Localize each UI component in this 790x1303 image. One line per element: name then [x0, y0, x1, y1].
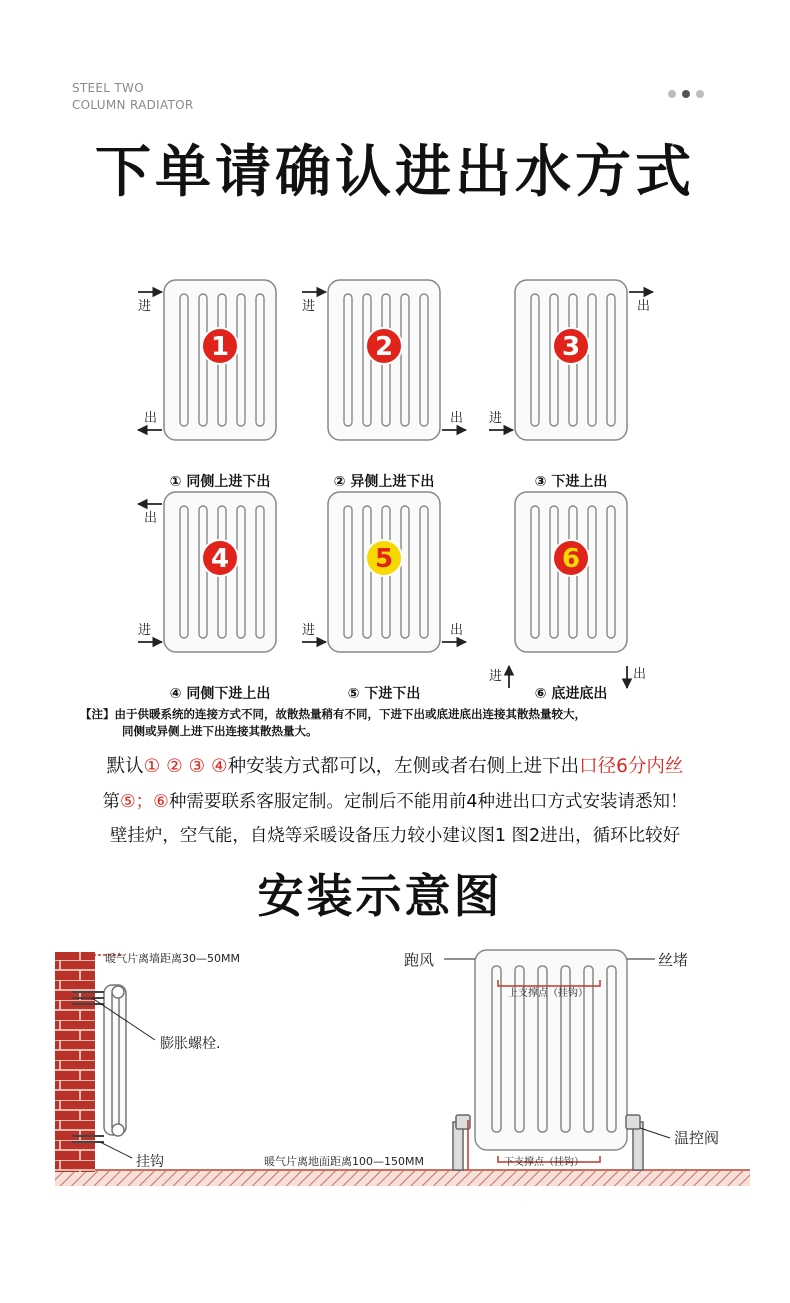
- connection-note: [80, 706, 586, 740]
- hook-label: 挂钩: [136, 1154, 164, 1170]
- brand-line-2: COLUMN RADIATOR: [72, 98, 194, 112]
- radiator-option-3: [489, 280, 653, 490]
- inlet-label: 进: [138, 623, 152, 638]
- inlet-label: 进: [138, 299, 152, 314]
- option-caption: ⑥ 底进底出: [534, 686, 608, 700]
- radiator-option-4: [138, 492, 276, 700]
- floor-distance-label: 暖气片离地面距离100—150MM: [264, 1155, 424, 1168]
- info-line-1-text-a: 默认: [106, 756, 144, 777]
- radiator-option-2: [302, 280, 466, 490]
- option-caption: ④ 同侧下进上出: [169, 686, 271, 700]
- install-title: 安装示意图: [257, 869, 503, 923]
- connection-methods-diagram: [0, 260, 790, 700]
- radiator-option-5: [302, 492, 466, 700]
- carousel-dot[interactable]: [696, 90, 704, 98]
- info-line-2-options: ⑤；⑥: [119, 792, 169, 812]
- inlet-label: 进: [302, 623, 316, 638]
- option-number: 4: [210, 544, 230, 574]
- option-number: 1: [210, 332, 230, 362]
- option-number: 2: [374, 332, 394, 362]
- plug-label: 丝堵: [658, 951, 689, 969]
- info-line-1-options: ① ② ③ ④: [143, 756, 228, 777]
- option-number: 3: [561, 332, 581, 362]
- installation-diagram: [0, 940, 790, 1200]
- info-line-1-text-b: 种安装方式都可以，左侧或者右侧上进下出: [227, 756, 580, 777]
- outlet-label: 出: [144, 411, 158, 426]
- note-line-2: 同侧或异侧上进下出连接其散热量大。: [122, 724, 318, 738]
- outlet-label: 出: [637, 299, 651, 314]
- info-line-1-caliber: 口径6分内丝: [579, 756, 684, 777]
- page-title: 下单请确认进出水方式: [95, 140, 695, 205]
- note-line-1: 【注】由于供暖系统的连接方式不同，故散热量稍有不同，下进下出或底进底出连接其散热量较大，: [80, 707, 586, 721]
- brand-label: [72, 80, 194, 114]
- carousel-dot[interactable]: [668, 90, 676, 98]
- option-caption: ① 同侧上进下出: [169, 474, 271, 490]
- radiator-option-1: [138, 280, 276, 490]
- inlet-label: 进: [489, 669, 503, 684]
- brick-wall: [55, 952, 95, 1172]
- inlet-label: 进: [302, 299, 316, 314]
- option-caption: ⑤ 下进下出: [347, 686, 421, 700]
- outlet-label: 出: [450, 623, 464, 638]
- option-number: 5: [374, 544, 394, 574]
- outlet-label: 出: [633, 667, 647, 682]
- info-line-1: [0, 752, 790, 778]
- lower-support-label: 下支撑点（挂钩）: [504, 1157, 584, 1168]
- bolt-label: 膨胀螺栓.: [160, 1036, 221, 1052]
- outlet-label: 出: [450, 411, 464, 426]
- info-line-2: [0, 788, 790, 813]
- option-caption: ③ 下进上出: [534, 474, 608, 490]
- info-line-3: 壁挂炉，空气能，自烧等采暖设备压力较小建议图1 图2进出，循环比较好: [109, 826, 681, 846]
- brand-line-1: STEEL TWO: [72, 81, 144, 95]
- outlet-label: 出: [144, 511, 158, 526]
- wall-distance-label: 暖气片离墙距离30—50MM: [105, 952, 240, 965]
- valve-label: 温控阀: [674, 1129, 720, 1147]
- option-caption: ② 异侧上进下出: [333, 474, 435, 490]
- radiator-option-6: [489, 492, 646, 700]
- info-line-2-text-a: 第: [102, 792, 120, 812]
- upper-support-label: 上支撑点（挂钩）: [508, 988, 588, 999]
- vent-label: 跑风: [404, 951, 435, 969]
- info-line-2-text-b: 种需要联系客服定制。定制后不能用前4种进出口方式安装请悉知！: [168, 792, 688, 812]
- carousel-dots: [668, 90, 704, 98]
- carousel-dot-active[interactable]: [682, 90, 690, 98]
- hook-leader: [100, 1142, 132, 1158]
- option-number: 6: [561, 544, 581, 574]
- floor: [55, 1170, 750, 1186]
- inlet-label: 进: [489, 411, 503, 426]
- valve-leader: [640, 1128, 670, 1138]
